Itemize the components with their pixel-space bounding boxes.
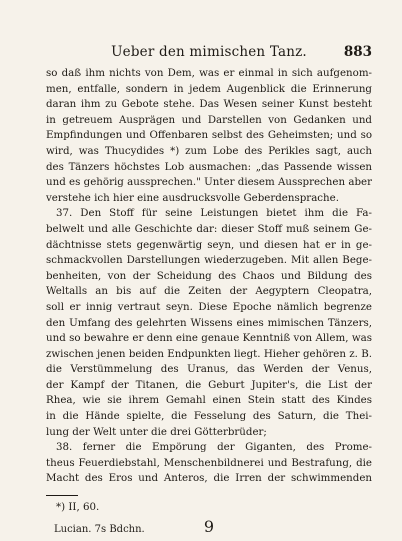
body-line: theus Feuerdiebstahl, Menschenbildnerei und Bestrafung, die [46,456,372,469]
body-line: belwelt und alle Geschichte dar: dieser Stoff muß seinem Ge- [46,222,372,235]
footnote-separator [46,495,78,496]
body-line: men, entfalle, sondern in jedem Augenblick die Erinnerung [46,82,372,95]
running-header [46,44,372,62]
body-line: verstehe ich hier eine ausdrucksvolle Geberdensprache. [46,191,339,204]
body-line: dächtnisse stets gegenwärtig seyn, und diesen hat er in ge- [46,238,372,251]
book-page [46,44,372,541]
body-line: benheiten, von der Scheidung des Chaos und Bildung des [46,269,372,282]
body-line: den Umfang des gelehrten Wissens eines mimischen Tänzers, [46,316,372,329]
body-line: lung der Welt unter die drei Götterbrüder; [46,425,267,438]
body-line: die Verstümmelung des Uranus, das Werden der Venus, [46,363,372,376]
body-line: Rhea, wie sie ihrem Gemahl einen Stein statt des Kindes [46,394,372,407]
body-line: Weltalls an bis auf die Zeiten der Aegyptern Cleopatra, [46,285,372,298]
body-line: der Kampf der Titanen, die Geburt Jupiter's, die List der [46,378,372,391]
body-line: daran ihm zu Gebote stehe. Das Wesen seiner Kunst besteht [46,98,372,111]
body-line: soll er innig vertraut seyn. Diese Epoche nämlich begrenze [46,300,372,313]
body-line: so daß ihm nichts von Dem, was er einmal in sich aufgenom- [46,67,372,79]
signature-line [46,517,372,541]
body-line: schmackvollen Darstellungen wiederzugeben. Mit allen Bege- [46,254,372,267]
body-line: des Tänzers höchstes Lob ausmachen: „das Passende wissen [46,160,372,173]
body-line: in die Hände spielte, die Fesselung des Saturn, die Thei- [46,410,372,423]
body-line: zwischen jenen beiden Endpunkten liegt. Hieher gehören z. B. [46,347,372,360]
body-line: 37. Den Stoff für seine Leistungen bietet ihm die Fa- [56,207,372,220]
body-line: Empfindungen und Offenbaren selbst des Geheimsten; und so [46,129,372,142]
body-line: Macht des Eros und Anteros, die Irren der schwimmenden [46,472,372,485]
page-number: 883 [343,44,372,60]
body-line: 38. ferner die Empörung der Giganten, des Prome- [56,441,372,454]
footnote-text: *) II, 60. [56,501,100,514]
body-line: wird, was Thucydides *) zum Lobe des Perikles sagt, auch [46,144,372,157]
signature-number: 9 [203,517,215,537]
body-line: in getreuem Ausprägen und Darstellen von Gedanken und [46,113,372,126]
signature-mark: Lucian. 7s Bdchn. [54,524,145,536]
body-text [46,66,372,487]
footnote [46,500,372,515]
body-line: und es gehörig aussprechen." Unter diesem Aussprechen aber [46,176,372,189]
running-title: Ueber den mimischen Tanz. [111,44,307,60]
body-line: und so bewahre er denn eine genaue Kenntniß von Allem, was [46,332,372,345]
